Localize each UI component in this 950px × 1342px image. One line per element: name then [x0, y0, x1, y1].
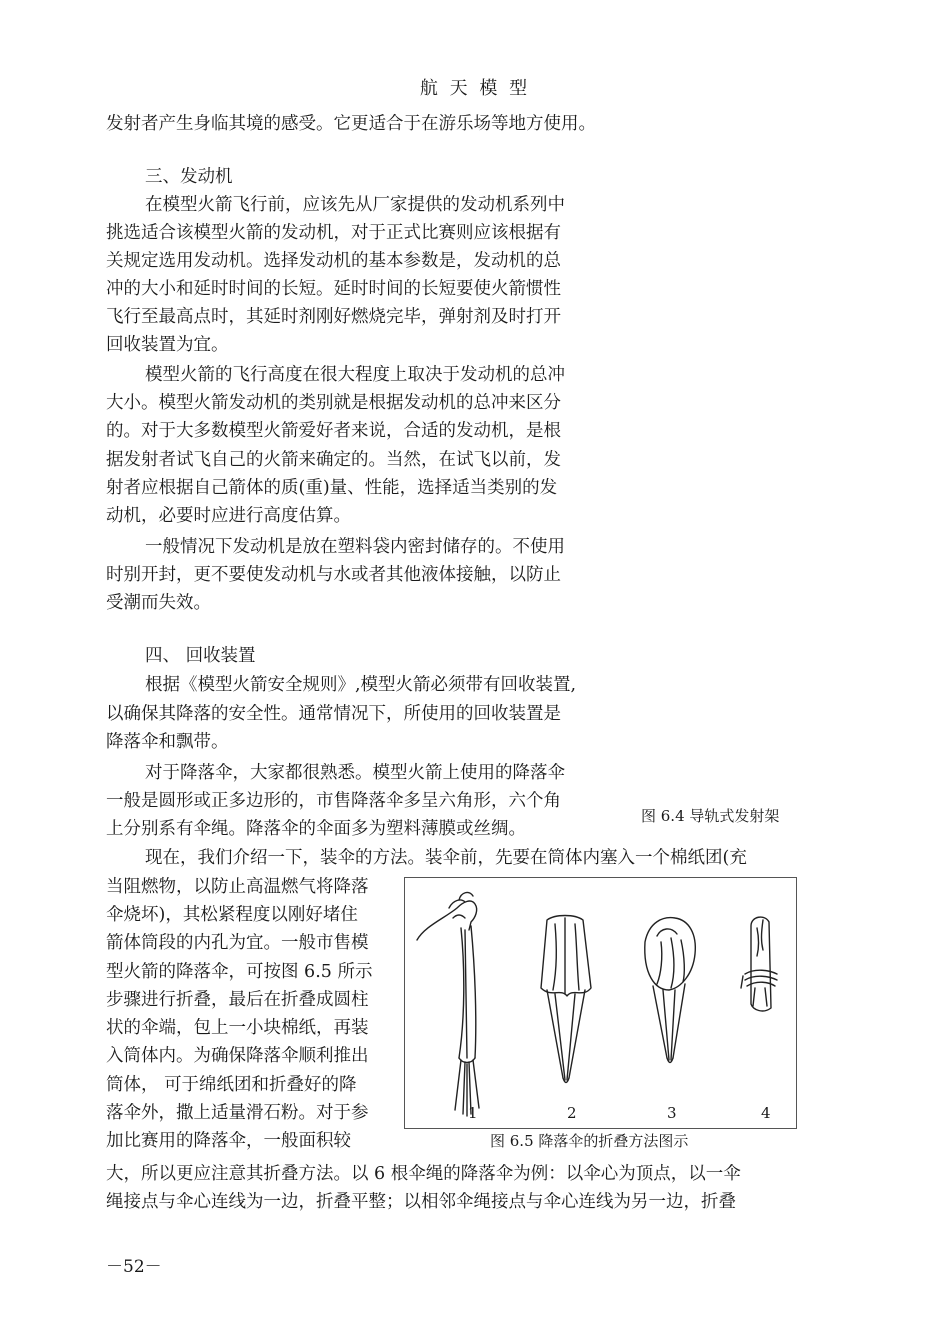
parachute-folding-drawing [405, 878, 796, 1128]
step-2-folded-canopy [541, 916, 591, 1083]
paragraph-line: 大，所以更应注意其折叠方法。以 6 根伞绳的降落伞为例：以伞心为顶点，以一伞 [106, 1164, 741, 1184]
paragraph-line: 飞行至最高点时，其延时剂刚好燃烧完毕，弹射剂及时打开 [106, 307, 561, 327]
paragraph-line: 筒体， 可于绵纸团和折叠好的降 [106, 1075, 357, 1095]
paragraph-line: 一般情况下发动机是放在塑料袋内密封储存的。不使用 [145, 537, 565, 557]
paragraph-line: 根据《模型火箭安全规则》,模型火箭必须带有回收装置, [145, 675, 577, 695]
step-label-2: 2 [567, 1104, 577, 1122]
paragraph-line: 现在，我们介绍一下，装伞的方法。装伞前，先要在筒体内塞入一个棉纸团(充 [145, 848, 747, 868]
step-label-3: 3 [667, 1104, 677, 1122]
section-heading-engine: 三、发动机 [145, 167, 233, 187]
paragraph-line: 挑选适合该模型火箭的发动机，对于正式比赛则应该根据有 [106, 223, 561, 243]
paragraph-line: 入筒体内。为确保降落伞顺利推出 [106, 1046, 369, 1066]
paragraph-line: 绳接点与伞心连线为一边，折叠平整；以相邻伞绳接点与伞心连线为另一边，折叠 [106, 1192, 736, 1212]
paragraph-line: 关规定选用发动机。选择发动机的基本参数是，发动机的总 [106, 251, 561, 271]
paragraph-line: 射者应根据自己箭体的质(重)量、性能，选择适当类别的发 [106, 478, 558, 498]
step-4-wrapped-cylinder [741, 917, 777, 1011]
paragraph-line: 据发射者试飞自己的火箭来确定的。当然，在试飞以前，发 [106, 450, 561, 470]
paragraph-line: 型火箭的降落伞，可按图 6.5 所示 [106, 962, 373, 982]
step-1-hand-holding-canopy [417, 893, 479, 1116]
paragraph-line: 上分别系有伞绳。降落伞的伞面多为塑料薄膜或丝绸。 [106, 819, 526, 839]
paragraph-line: 伞烧坏)，其松紧程度以刚好堵住 [106, 905, 358, 925]
paragraph-line: 动机，必要时应进行高度估算。 [106, 506, 351, 526]
paragraph-line: 加比赛用的降落伞，一般面积较 [106, 1131, 351, 1151]
section-heading-recovery: 四、 回收装置 [145, 646, 256, 666]
page-number: －52－ [106, 1257, 162, 1277]
figure-6-4-caption: 图 6.4 导轨式发射架 [641, 807, 780, 825]
step-label-1: 1 [468, 1104, 478, 1122]
paragraph-line: 大小。模型火箭发动机的类别就是根据发动机的总冲来区分 [106, 393, 561, 413]
paragraph-line: 的。对于大多数模型火箭爱好者来说，合适的发动机，是根 [106, 421, 561, 441]
paragraph-line: 时别开封，更不要使发动机与水或者其他液体接触，以防止 [106, 565, 561, 585]
figure-6-5-illustration [404, 877, 797, 1129]
paragraph-line: 一般是圆形或正多边形的，市售降落伞多呈六角形，六个角 [106, 791, 561, 811]
paragraph-line: 发射者产生身临其境的感受。它更适合于在游乐场等地方使用。 [106, 114, 596, 134]
step-label-4: 4 [761, 1104, 771, 1122]
paragraph-line: 回收装置为宜。 [106, 335, 229, 355]
paragraph-line: 受潮而失效。 [106, 593, 211, 613]
paragraph-line: 降落伞和飘带。 [106, 732, 229, 752]
figure-6-5-caption: 图 6.5 降落伞的折叠方法图示 [490, 1132, 689, 1150]
running-header: 航 天 模 型 [419, 78, 531, 99]
step-3-rolled-canopy [645, 918, 696, 1063]
paragraph-line: 步骤进行折叠，最后在折叠成圆柱 [106, 990, 369, 1010]
paragraph-line: 箭体筒段的内孔为宜。一般市售模 [106, 933, 369, 953]
paragraph-line: 在模型火箭飞行前，应该先从厂家提供的发动机系列中 [145, 195, 565, 215]
paragraph-line: 冲的大小和延时时间的长短。延时时间的长短要使火箭惯性 [106, 279, 561, 299]
paragraph-line: 对于降落伞，大家都很熟悉。模型火箭上使用的降落伞 [145, 763, 565, 783]
paragraph-line: 以确保其降落的安全性。通常情况下，所使用的回收装置是 [106, 704, 561, 724]
paragraph-line: 状的伞端，包上一小块棉纸，再装 [106, 1018, 369, 1038]
paragraph-line: 当阻燃物，以防止高温燃气将降落 [106, 877, 369, 897]
paragraph-line: 落伞外，撒上适量滑石粉。对于参 [106, 1103, 369, 1123]
paragraph-line: 模型火箭的飞行高度在很大程度上取决于发动机的总冲 [145, 365, 565, 385]
